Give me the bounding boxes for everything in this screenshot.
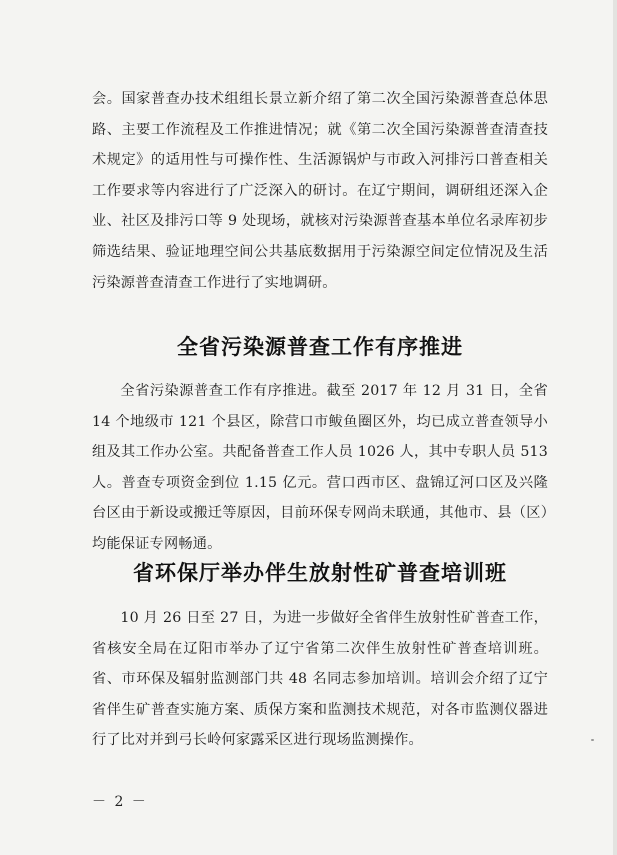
page-number: － 2 － <box>92 794 148 810</box>
section-heading-survey-progress: 全省污染源普查工作有序推进 <box>177 335 463 359</box>
paragraph-training-course: 10 月 26 日至 27 日，为进一步做好全省伴生放射性矿普查工作，省核安全局在辽阳市举办了辽宁省第二次伴生放射性矿普查培训班。省、市环保及辐射监测部门共 48 名同志参加培训。培训会介绍了辽宁省伴生矿普查实施方案、质保方案和监测技术规范，对各市监测仪器进行了比对并到弓长岭何家露采区进行现场监测操作。 <box>92 610 548 749</box>
paragraph-survey-progress: 全省污染源普查工作有序推进。截至 2017 年 12 月 31 日，全省 14 个地级市 121 个县区，除营口市鲅鱼圈区外，均已成立普查领导小组及其工作办公室。共配备普查工作人员 1026 人，其中专职人员 513 人。普查专项资金到位 1.15 亿元。营口西市区、盘锦辽河口区及兴隆台区由于新设或搬迁等原因，目前环保专网尚未联通，其他市、县（区）均能保证专网畅通。 <box>92 383 548 552</box>
section-heading-training-course: 省环保厅举办伴生放射性矿普查培训班 <box>133 561 507 585</box>
page-edge <box>613 0 617 855</box>
paragraph-intro-continued: 会。国家普查办技术组组长景立新介绍了第二次全国污染源普查总体思路、主要工作流程及工作推进情况；就《第二次全国污染源普查清查技术规定》的适用性与可操作性、生活源锅炉与市政入河排污口普查相关工作要求等内容进行了广泛深入的研讨。在辽宁期间，调研组还深入企业、社区及排污口等 9 处现场，就核对污染源普查基本单位名录库初步筛选结果、验证地理空间公共基底数据用于污染源空间定位情况及生活污染源普查清查工作进行了实地调研。 <box>92 91 548 291</box>
scan-speck <box>591 739 594 741</box>
